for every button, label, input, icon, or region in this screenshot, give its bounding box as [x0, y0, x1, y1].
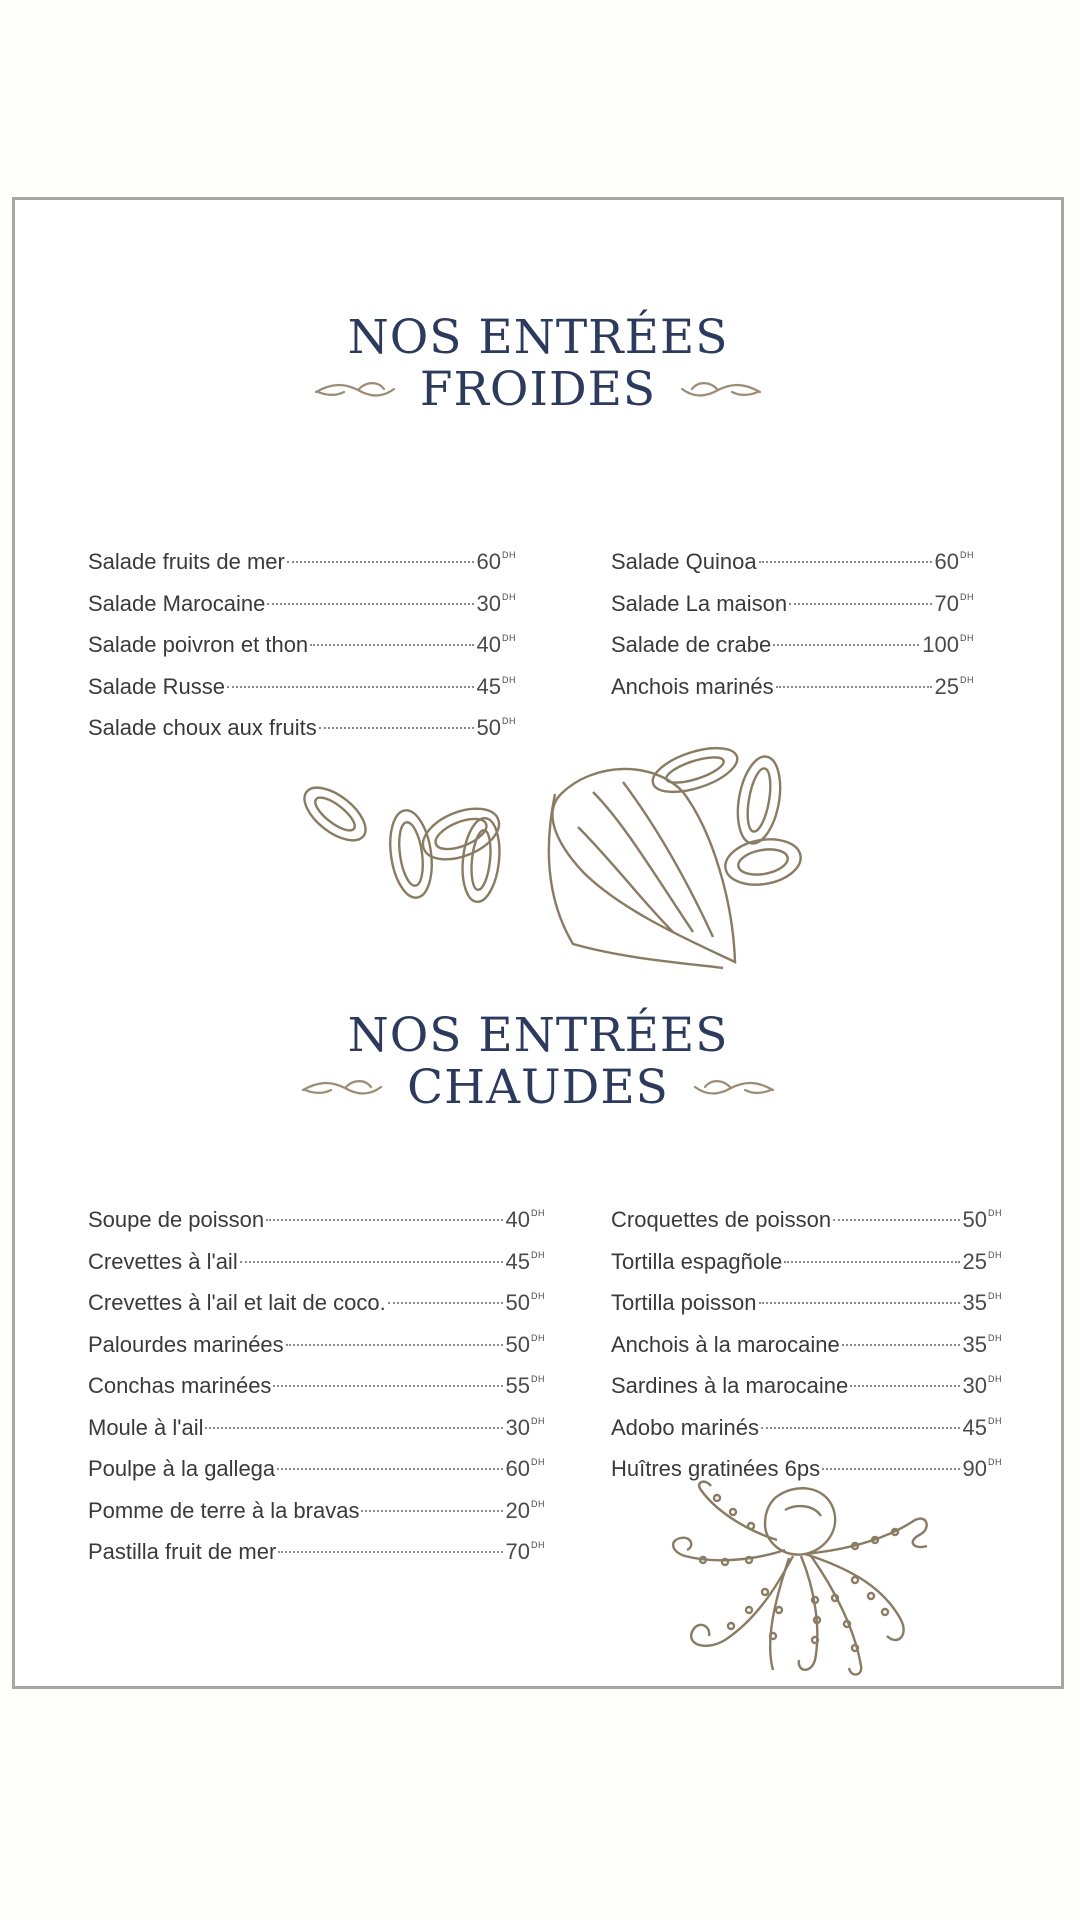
menu-item: Salade Quinoa $60^{DH}$ — [611, 549, 974, 574]
flourish-left-icon — [301, 1073, 393, 1103]
menu-item: Crevettes à l'ail $45^{DH}$ — [88, 1248, 545, 1274]
menu-item: Salade Marocaine $30^{DH}$ — [88, 590, 516, 616]
cold-title-line1: NOS ENTRÉES — [347, 310, 729, 365]
cold-starters-title — [15, 312, 1061, 416]
hot-title-line1: NOS ENTRÉES — [347, 1008, 729, 1063]
cold-menu-left-column — [88, 535, 516, 743]
menu-item: Salade de crabe $100^{DH}$ — [611, 632, 974, 657]
menu-item: Tortilla poisson $35^{DH}$ — [611, 1290, 1002, 1315]
flourish-right-icon — [670, 375, 762, 405]
menu-item: Sardines à la marocaine $30^{DH}$ — [611, 1373, 1002, 1398]
menu-item: Salade La maison $70^{DH}$ — [611, 590, 974, 616]
menu-item: Salade Russe $45^{DH}$ — [88, 673, 516, 699]
menu-item: Moule à l'ail $30^{DH}$ — [88, 1414, 545, 1440]
menu-item: Anchois à la marocaine $35^{DH}$ — [611, 1331, 1002, 1357]
menu-item: Salade poivron et thon $40^{DH}$ — [88, 632, 516, 657]
menu-item: Soupe de poisson $40^{DH}$ — [88, 1207, 545, 1232]
menu-item: Huîtres gratinées 6ps $90^{DH}$ — [611, 1456, 1002, 1481]
flourish-left-icon — [314, 375, 406, 405]
menu-item: Conchas marinées $55^{DH}$ — [88, 1373, 545, 1398]
menu-item: Palourdes marinées $50^{DH}$ — [88, 1331, 545, 1357]
flourish-right-icon — [683, 1073, 775, 1103]
hot-starters-title — [15, 1010, 1061, 1114]
menu-item: Croquettes de poisson $50^{DH}$ — [611, 1207, 1002, 1232]
menu-item: Tortilla espagñole $25^{DH}$ — [611, 1248, 1002, 1274]
menu-item: Anchois marinés $25^{DH}$ — [611, 673, 974, 699]
menu-item: Adobo marinés $45^{DH}$ — [611, 1414, 1002, 1440]
menu-item: Crevettes à l'ail et lait de coco. $50^{DH}$ — [88, 1290, 545, 1315]
cold-title-line2: FROIDES — [419, 362, 657, 417]
cold-menu-right-column — [611, 535, 974, 701]
menu-item: Salade choux aux fruits $50^{DH}$ — [88, 715, 516, 740]
menu-card — [12, 197, 1064, 1689]
menu-item: Poulpe à la gallega $60^{DH}$ — [88, 1456, 545, 1481]
calamari-sketch-icon — [293, 732, 833, 972]
menu-item: Pomme de terre à la bravas $20^{DH}$ — [88, 1497, 545, 1523]
hot-menu-right-column — [611, 1193, 1002, 1484]
octopus-sketch-icon — [665, 1480, 935, 1680]
menu-item: Pastilla fruit de mer $70^{DH}$ — [88, 1539, 545, 1564]
menu-item: Salade fruits de mer $60^{DH}$ — [88, 549, 516, 574]
hot-menu-left-column — [88, 1193, 545, 1567]
hot-title-line2: CHAUDES — [407, 1060, 669, 1115]
